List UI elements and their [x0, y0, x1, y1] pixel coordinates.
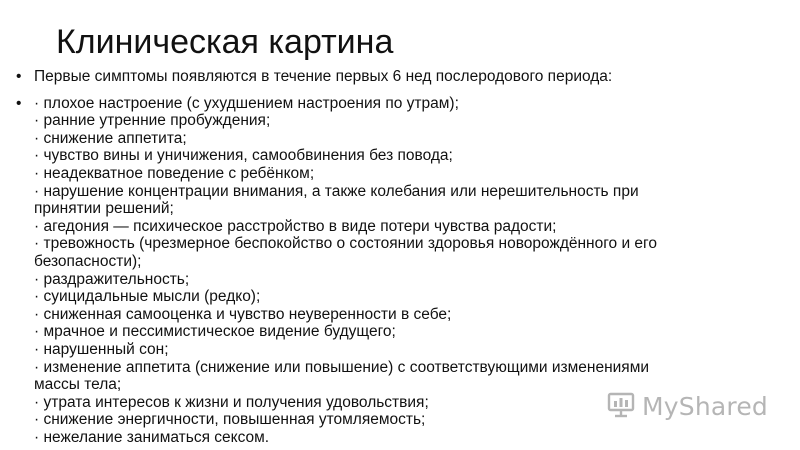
- symptom-line: · мрачное и пессимистическое видение будущего;: [34, 323, 396, 341]
- symptom-line: · ранние утренние пробуждения;: [34, 112, 271, 130]
- symptom-line: · тревожность (чрезмерное беспокойство о состоянии здоровья новорождённого и его: [34, 235, 657, 253]
- symptom-line: · нарушение концентрации внимания, а также колебания или нерешительность при: [34, 182, 639, 200]
- symptom-line: · утрата интересов к жизни и получения удовольствия;: [34, 393, 429, 411]
- symptom-line: · снижение аппетита;: [34, 129, 187, 147]
- symptom-line: принятии решений;: [34, 200, 174, 218]
- symptom-line: · нарушенный сон;: [34, 340, 169, 358]
- bullet-dot-icon: •: [16, 94, 22, 112]
- presentation-board-icon: [606, 389, 636, 424]
- symptom-line: · плохое настроение (с ухудшением настроения по утрам);: [34, 94, 459, 112]
- symptom-line: · чувство вины и уничижения, самообвинения без повода;: [34, 147, 453, 165]
- symptom-line: · агедония — психическое расстройство в виде потери чувства радости;: [34, 217, 557, 235]
- watermark-logo-text: MyShared: [642, 391, 768, 421]
- bullet-line: Первые симптомы появляются в течение первых 6 нед послеродового периода:: [34, 68, 613, 85]
- bullet-dot-icon: •: [16, 68, 22, 85]
- symptom-line: безопасности);: [34, 252, 142, 270]
- symptom-line: · снижение энергичности, повышенная утомляемость;: [34, 411, 426, 429]
- watermark: [606, 388, 768, 424]
- bullet-item: [14, 68, 784, 86]
- symptom-line: · раздражительность;: [34, 270, 190, 288]
- symptom-line: · сниженная самооценка и чувство неуверенности в себе;: [34, 305, 452, 323]
- symptom-line: · изменение аппетита (снижение или повышение) с соответствующими изменениями: [34, 358, 650, 376]
- symptom-line: массы тела;: [34, 376, 122, 394]
- slide-title: Клиническая картина: [56, 23, 394, 61]
- symptom-line: · неадекватное поведение с ребёнком;: [34, 164, 315, 182]
- symptom-line: · суицидальные мысли (редко);: [34, 288, 261, 306]
- symptom-line: · нежелание заниматься сексом.: [34, 428, 270, 446]
